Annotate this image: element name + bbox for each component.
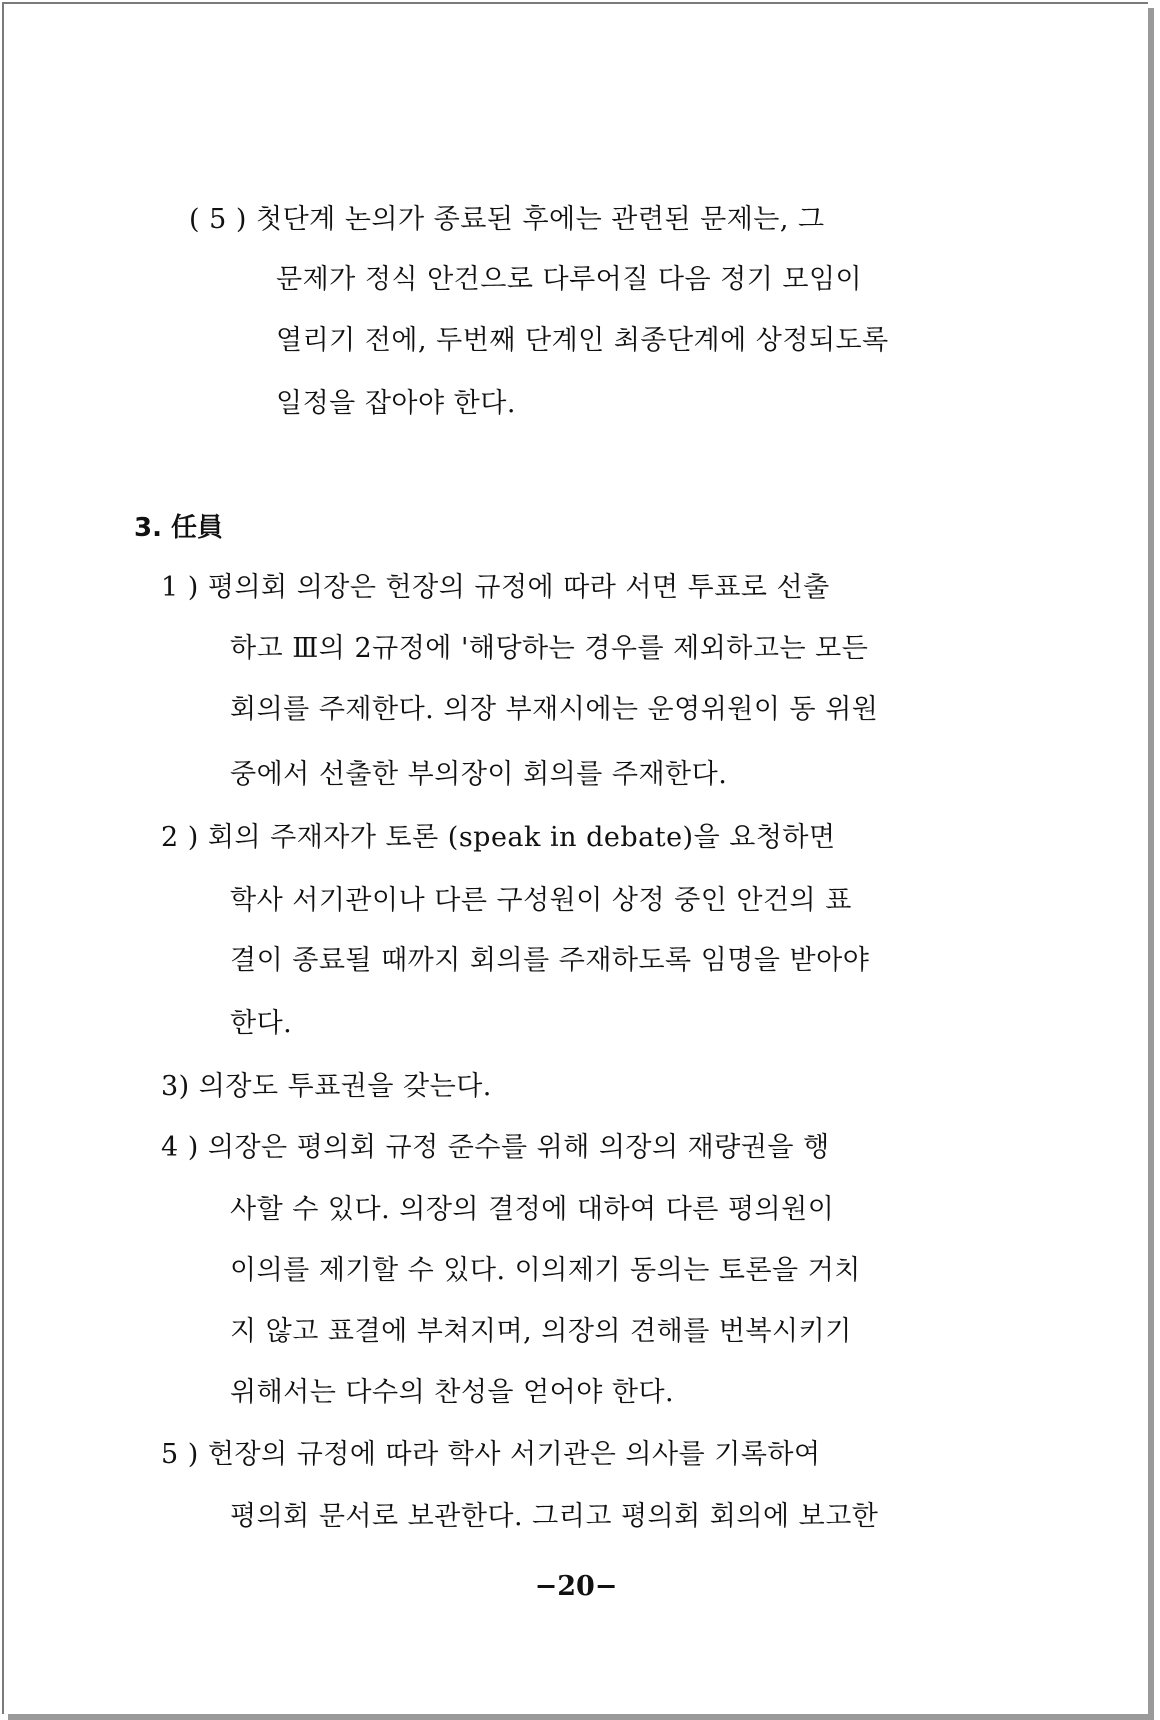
- paragraph-line: 일정을 잡아야 한다.: [276, 388, 516, 419]
- item-line: 결이 종료될 때까지 회의를 주재하도록 임명을 받아야: [230, 945, 870, 976]
- item-line: 2 ) 회의 주재자가 토론 (speak in debate)을 요청하면: [161, 822, 836, 853]
- item-line: 5 ) 헌장의 규정에 따라 학사 서기관은 의사를 기록하여: [161, 1439, 821, 1470]
- document-page: [2, 2, 1148, 1714]
- item-line: 회의를 주제한다. 의장 부재시에는 운영위원이 동 위원: [230, 694, 879, 725]
- item-line: 지 않고 표결에 부쳐지며, 의장의 견해를 번복시키기: [230, 1316, 852, 1347]
- item-line: 중에서 선출한 부의장이 회의를 주재한다.: [230, 759, 728, 790]
- page-number: −20−: [534, 1571, 618, 1602]
- item-line: 학사 서기관이나 다른 구성원이 상정 중인 안건의 표: [230, 885, 852, 916]
- paragraph-line: 열리기 전에, 두번째 단계인 최종단계에 상정되도록: [276, 325, 889, 356]
- item-line: 한다.: [230, 1008, 293, 1039]
- item-line: 평의회 문서로 보관한다. 그리고 평의회 회의에 보고한: [230, 1501, 879, 1532]
- item-line: 하고 Ⅲ의 2규정에 '해당하는 경우를 제외하고는 모든: [230, 633, 869, 664]
- item-line: 위해서는 다수의 찬성을 얻어야 한다.: [230, 1377, 675, 1408]
- paragraph-line: ( 5 ) 첫단계 논의가 종료된 후에는 관련된 문제는, 그: [189, 204, 825, 235]
- item-line: 사할 수 있다. 의장의 결정에 대하여 다른 평의원이: [230, 1194, 835, 1225]
- item-line: 4 ) 의장은 평의회 규정 준수를 위해 의장의 재량권을 행: [161, 1132, 830, 1163]
- item-line: 이의를 제기할 수 있다. 이의제기 동의는 토론을 거치: [230, 1255, 861, 1286]
- paragraph-line: 문제가 정식 안건으로 다루어질 다음 정기 모임이: [276, 264, 863, 295]
- section-heading: 3. 任員: [134, 513, 224, 543]
- item-line: 1 ) 평의회 의장은 헌장의 규정에 따라 서면 투표로 선출: [161, 572, 830, 603]
- item-line: 3) 의장도 투표권을 갖는다.: [161, 1071, 492, 1102]
